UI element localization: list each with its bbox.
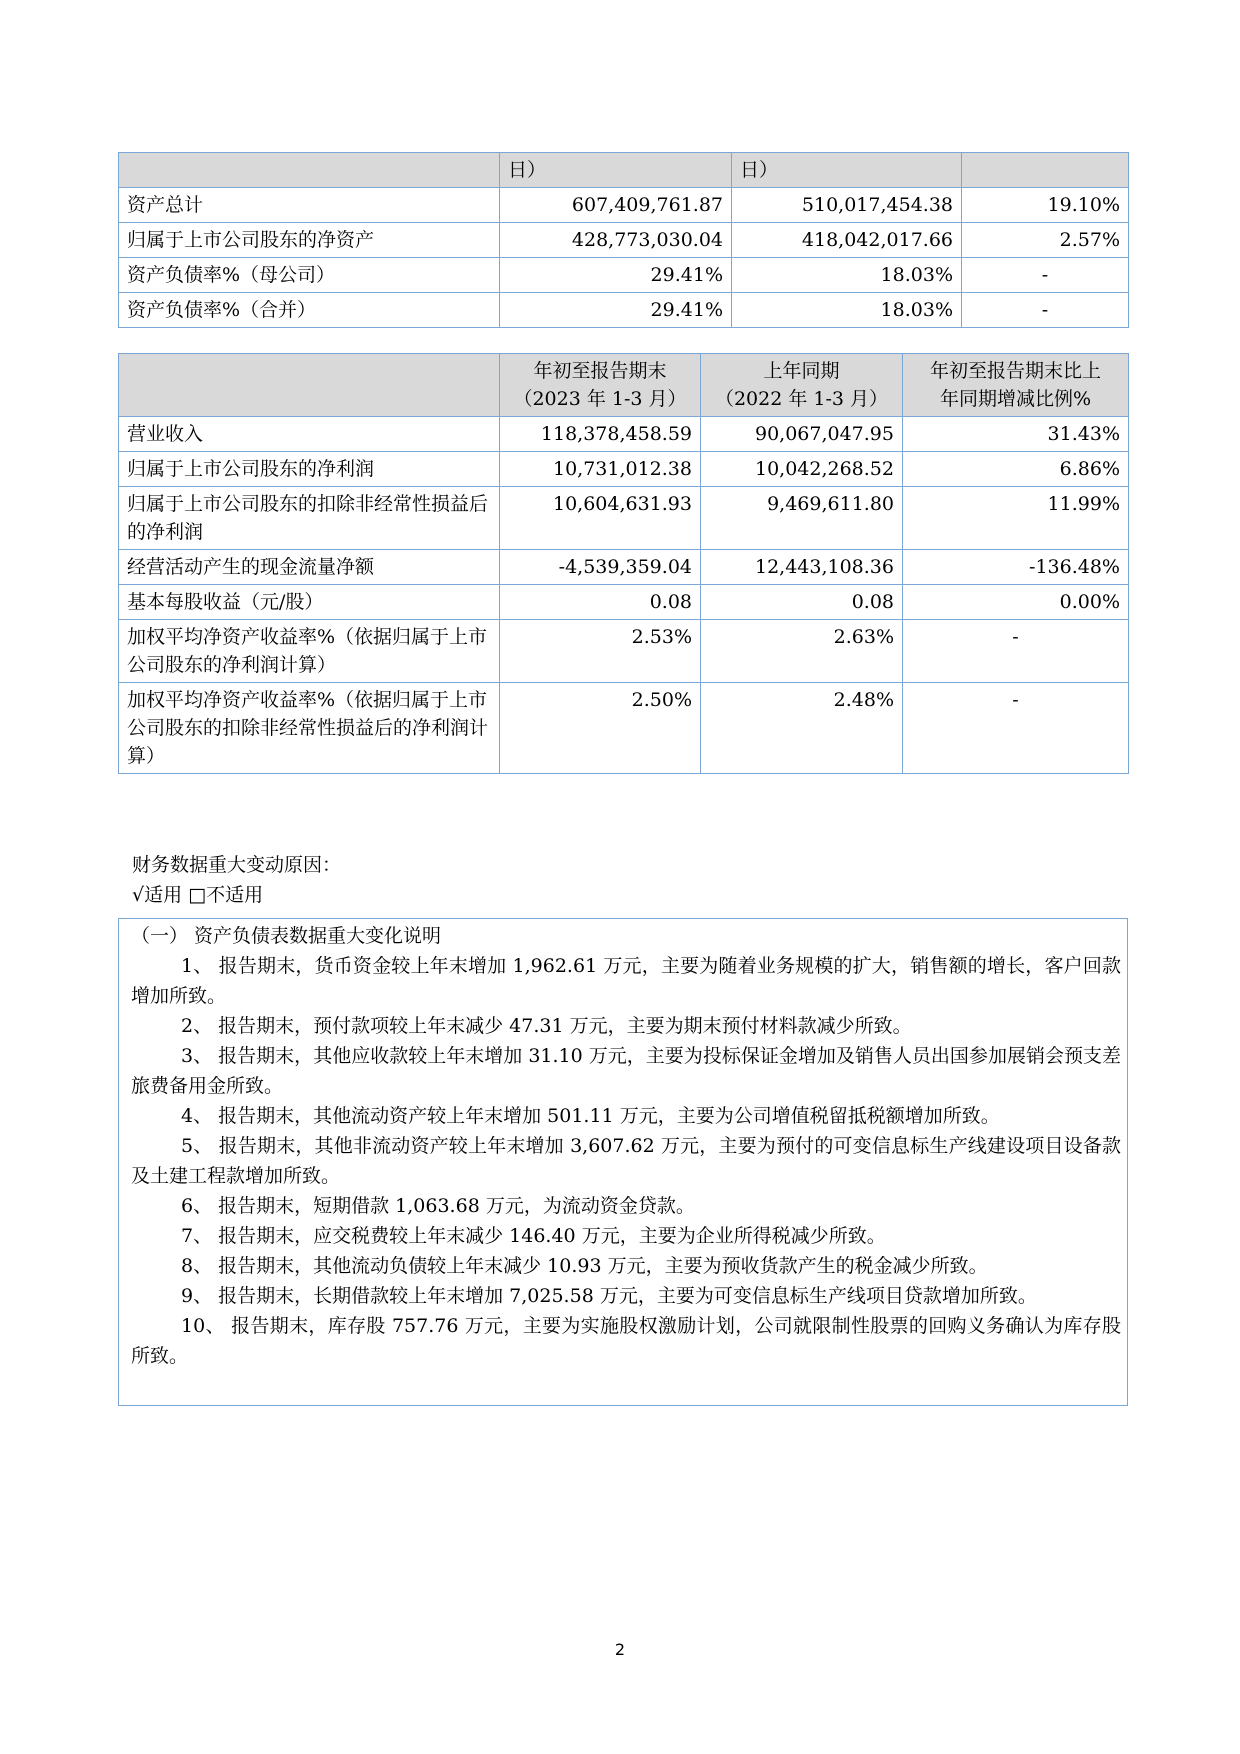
reasons-box (118, 918, 1128, 1406)
reason-item: 10、 报告期末，库存股 757.76 万元，主要为实施股权激励计划，公司就限制性股票的回购义务确认为库存股所致。 (131, 1315, 1121, 1367)
row-label: 加权平均净资产收益率%（依据归属于上市公司股东的净利润计算） (119, 620, 500, 683)
table-row (119, 620, 1129, 683)
change-pct: 2.57% (962, 223, 1129, 258)
header-cell (119, 153, 500, 188)
header-cell-current-period (500, 354, 701, 417)
change-pct: 0.00% (903, 585, 1129, 620)
change-pct: -136.48% (903, 550, 1129, 585)
reason-item: 7、 报告期末，应交税费较上年末减少 146.40 万元，主要为企业所得税减少所致。 (181, 1225, 886, 1247)
page-number: 2 (614, 1640, 626, 1659)
table-row (119, 293, 1129, 328)
change-pct: 19.10% (962, 188, 1129, 223)
reason-item: 2、 报告期末，预付款项较上年末减少 47.31 万元，主要为期末预付材料款减少所致。 (181, 1015, 912, 1037)
change-pct: 11.99% (903, 487, 1129, 550)
change-pct: - (903, 683, 1129, 774)
change-pct: - (903, 620, 1129, 683)
prior-value: 18.03% (732, 258, 962, 293)
header-cell (962, 153, 1129, 188)
table-row (119, 550, 1129, 585)
row-label: 归属于上市公司股东的净资产 (119, 223, 500, 258)
current-value: 2.53% (500, 620, 701, 683)
prior-value: 10,042,268.52 (701, 452, 903, 487)
change-pct: - (962, 293, 1129, 328)
current-value: 10,731,012.38 (500, 452, 701, 487)
reason-item: 5、 报告期末，其他非流动资产较上年末增加 3,607.62 万元，主要为预付的可变信息标生产线建设项目设备款及土建工程款增加所致。 (131, 1135, 1121, 1187)
table-row (119, 585, 1129, 620)
table-row (119, 452, 1129, 487)
reason-item: 9、 报告期末，长期借款较上年末增加 7,025.58 万元，主要为可变信息标生产线项目贷款增加所致。 (181, 1285, 1037, 1307)
prior-value: 2.48% (701, 683, 903, 774)
current-value: -4,539,359.04 (500, 550, 701, 585)
change-pct: - (962, 258, 1129, 293)
current-value: 607,409,761.87 (500, 188, 732, 223)
current-value: 0.08 (500, 585, 701, 620)
header-cell-change (903, 354, 1129, 417)
prior-value: 12,443,108.36 (701, 550, 903, 585)
table-row (119, 683, 1129, 774)
table-row (119, 223, 1129, 258)
header-line: 上年同期 (763, 360, 840, 382)
change-pct: 6.86% (903, 452, 1129, 487)
section-title: （一） 资产负债表数据重大变化说明 (131, 925, 442, 947)
change-pct: 31.43% (903, 417, 1129, 452)
header-cell-prior-period (701, 354, 903, 417)
current-value: 29.41% (500, 293, 732, 328)
prior-value: 2.63% (701, 620, 903, 683)
row-label: 基本每股收益（元/股） (119, 585, 500, 620)
header-line: 年初至报告期末比上 (929, 360, 1101, 382)
row-label: 资产负债率%（合并） (119, 293, 500, 328)
row-label: 归属于上市公司股东的净利润 (119, 452, 500, 487)
income-summary-table (118, 353, 1129, 774)
prior-value: 418,042,017.66 (732, 223, 962, 258)
balance-summary-table (118, 152, 1129, 328)
header-line: （2022 年 1-3 月） (714, 388, 889, 410)
reason-item: 8、 报告期末，其他流动负债较上年末减少 10.93 万元，主要为预收货款产生的税金减少所致。 (181, 1255, 988, 1277)
row-label: 资产总计 (119, 188, 500, 223)
row-label: 归属于上市公司股东的扣除非经常性损益后的净利润 (119, 487, 500, 550)
header-line: 年初至报告期末 (533, 360, 667, 382)
prior-value: 0.08 (701, 585, 903, 620)
current-value: 118,378,458.59 (500, 417, 701, 452)
row-label: 营业收入 (119, 417, 500, 452)
prior-value: 90,067,047.95 (701, 417, 903, 452)
row-label: 资产负债率%（母公司） (119, 258, 500, 293)
row-label: 加权平均净资产收益率%（依据归属于上市公司股东的扣除非经常性损益后的净利润计算） (119, 683, 500, 774)
reason-item: 3、 报告期末，其他应收款较上年末增加 31.10 万元，主要为投标保证金增加及销售人员出国参加展销会预支差旅费备用金所致。 (131, 1045, 1121, 1097)
prior-value: 510,017,454.38 (732, 188, 962, 223)
table-row (119, 188, 1129, 223)
table-header-row (119, 153, 1129, 188)
applicable-status: √适用 □不适用 (132, 884, 264, 906)
table-row (119, 417, 1129, 452)
table-row (119, 487, 1129, 550)
header-cell: 日） (500, 153, 732, 188)
current-value: 10,604,631.93 (500, 487, 701, 550)
header-cell: 日） (732, 153, 962, 188)
header-cell (119, 354, 500, 417)
reason-item: 4、 报告期末，其他流动资产较上年末增加 501.11 万元，主要为公司增值税留抵税额增加所致。 (181, 1105, 1000, 1127)
header-line: （2023 年 1-3 月） (513, 388, 687, 410)
table-row (119, 258, 1129, 293)
prior-value: 9,469,611.80 (701, 487, 903, 550)
current-value: 428,773,030.04 (500, 223, 732, 258)
reasons-title: 财务数据重大变动原因： (132, 854, 342, 876)
reason-item: 6、 报告期末，短期借款 1,063.68 万元，为流动资金贷款。 (181, 1195, 695, 1217)
reason-item: 1、 报告期末，货币资金较上年末增加 1,962.61 万元，主要为随着业务规模的扩大，销售额的增长，客户回款增加所致。 (131, 955, 1121, 1007)
header-line: 年同期增减比例% (939, 388, 1092, 410)
current-value: 2.50% (500, 683, 701, 774)
table-header-row (119, 354, 1129, 417)
prior-value: 18.03% (732, 293, 962, 328)
current-value: 29.41% (500, 258, 732, 293)
row-label: 经营活动产生的现金流量净额 (119, 550, 500, 585)
